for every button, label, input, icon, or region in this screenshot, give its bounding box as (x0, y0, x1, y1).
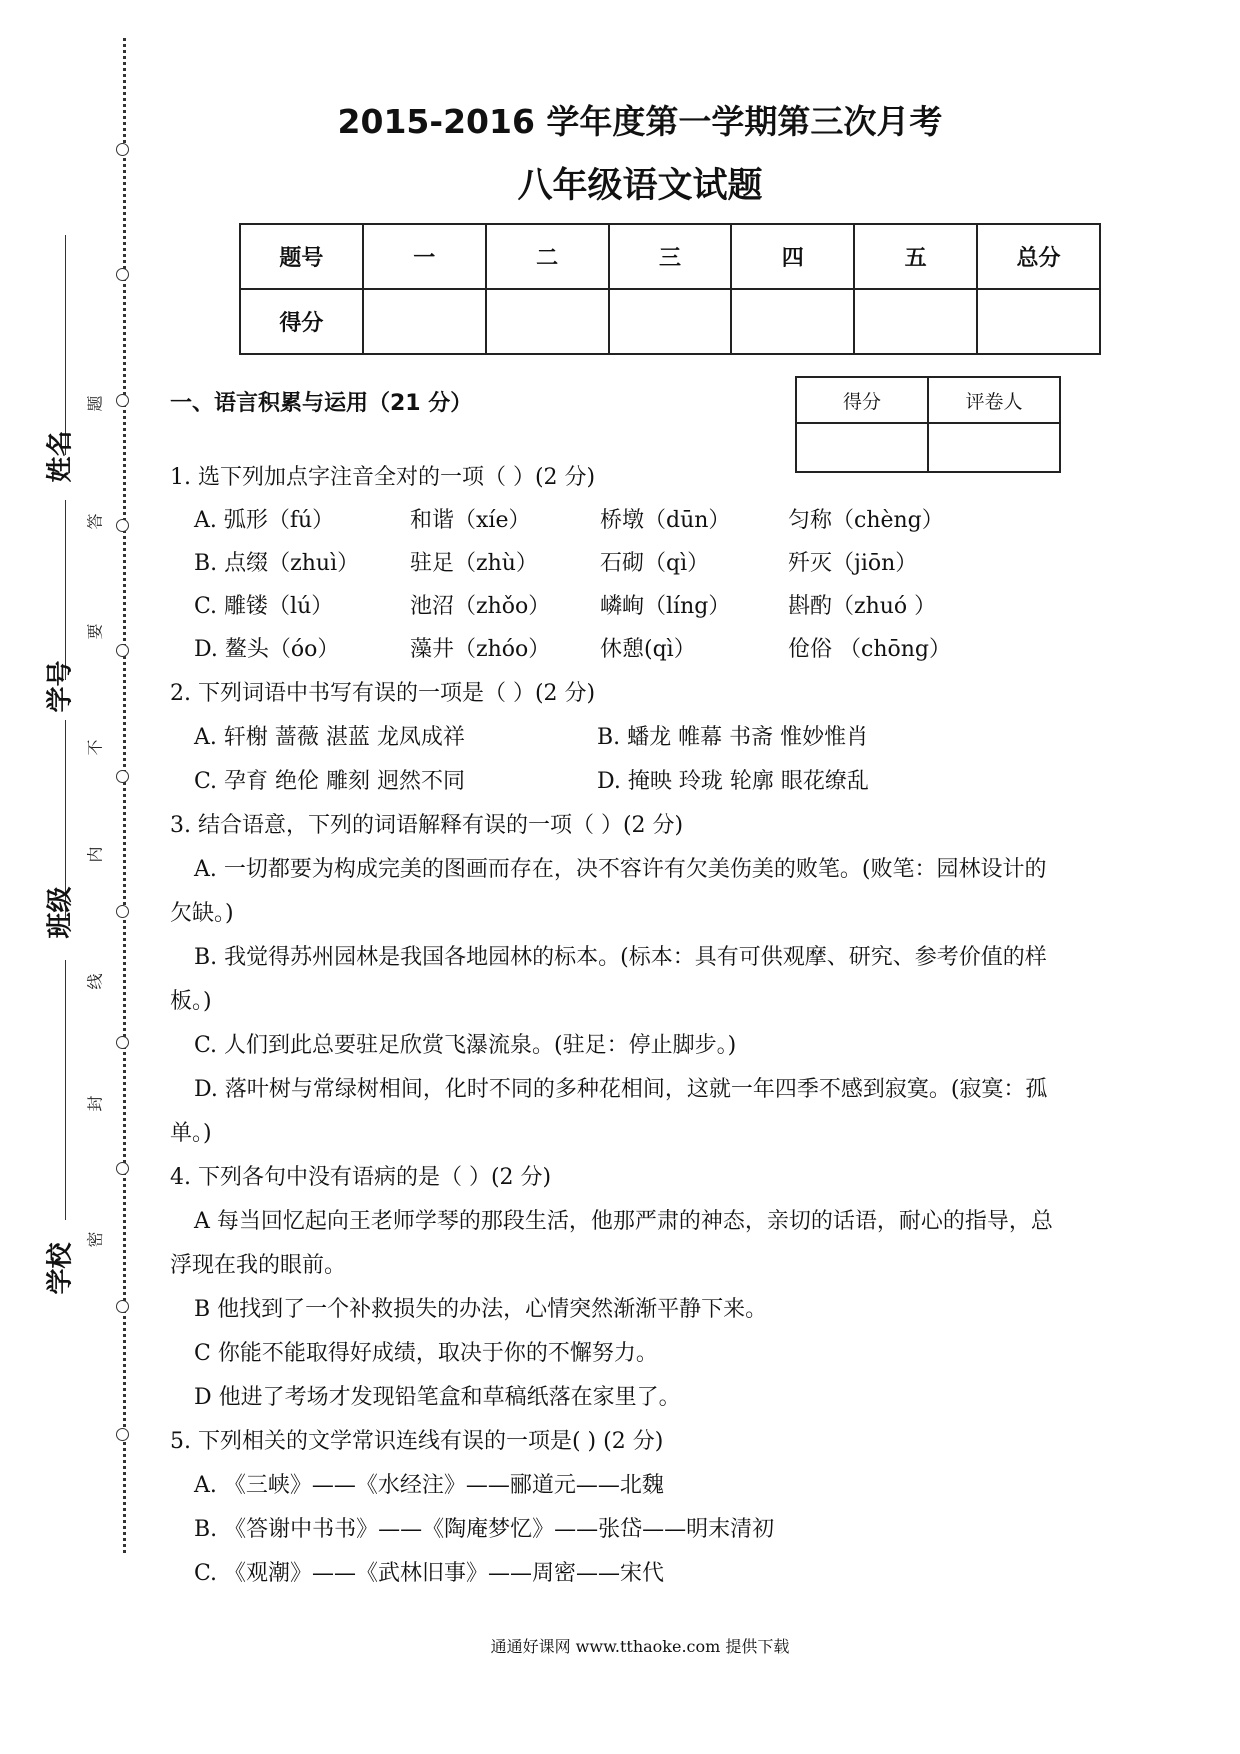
seal-char: 封 (85, 1095, 105, 1112)
grader-name-cell[interactable] (928, 423, 1060, 472)
q4-option-a-cont: 浮现在我的眼前。 (170, 1253, 347, 1278)
q3-option-a-cont: 欠缺。) (170, 901, 234, 926)
q4-option-d: D 他进了考场才发现铅笔盒和草稿纸落在家里了。 (194, 1385, 681, 1410)
q5-option-a: A. 《三峡》——《水经注》——郦道元——北魏 (194, 1473, 664, 1498)
score-row-label: 得分 (240, 289, 363, 354)
score-table-header: 题号 (240, 224, 363, 289)
seal-char: 内 (85, 846, 105, 863)
q1-option: 石砌（qì） (600, 551, 710, 576)
score-cell[interactable] (363, 289, 486, 354)
q4-option-b: B 他找到了一个补救损失的办法，心情突然渐渐平静下来。 (194, 1297, 768, 1322)
q1-option: D. 鳌头（óo） (194, 637, 340, 662)
q1-option: 斟酌（zhuó ） (788, 594, 937, 619)
score-table-header: 一 (363, 224, 486, 289)
q2-option-b: B. 蟠龙 帷幕 书斋 惟妙惟肖 (597, 725, 869, 750)
binding-dotted-line (123, 38, 126, 1553)
binding-hole-marker (116, 770, 129, 783)
grader-table (795, 376, 1061, 473)
footer-text: 通通好课网 www.tthaoke.com 提供下载 (490, 1637, 790, 1656)
q1-option: B. 点缀（zhuì） (194, 551, 360, 576)
exam-title: 2015-2016 学年度第一学期第三次月考 (337, 102, 943, 141)
binding-hole-marker (116, 1300, 129, 1313)
q4-option-c: C 你能不能取得好成绩，取决于你的不懈努力。 (194, 1341, 658, 1366)
score-cell[interactable] (486, 289, 609, 354)
binding-hole-marker (116, 394, 129, 407)
question-3-stem: 3. 结合语意，下列的词语解释有误的一项（ ）(2 分) (170, 813, 684, 838)
q3-option-d: D. 落叶树与常绿树相间，化时不同的多种花相间，这就一年四季不感到寂寞。(寂寞：孤 (194, 1077, 1048, 1102)
binding-hole-marker (116, 644, 129, 657)
q2-option-a: A. 轩榭 蔷薇 湛蓝 龙凤成祥 (194, 725, 465, 750)
q1-option: 桥墩（dūn） (600, 508, 731, 533)
q1-option: C. 雕镂（lú） (194, 594, 334, 619)
binding-hole-marker (116, 143, 129, 156)
name-label: 姓名 (45, 430, 76, 483)
binding-hole-marker (116, 1162, 129, 1175)
school-underline (65, 960, 66, 1220)
q1-option: 和谐（xíe） (410, 508, 531, 533)
score-cell[interactable] (731, 289, 854, 354)
question-1-stem: 1. 选下列加点字注音全对的一项（ ）(2 分) (170, 465, 596, 490)
q4-option-a: A 每当回忆起向王老师学琴的那段生活，他那严肃的神态，亲切的话语，耐心的指导，总 (194, 1209, 1053, 1234)
q1-option: 匀称（chèng） (788, 508, 944, 533)
student-id-underline (65, 500, 66, 680)
seal-char: 题 (85, 395, 105, 412)
question-2-stem: 2. 下列词语中书写有误的一项是（ ）(2 分) (170, 681, 596, 706)
question-5-stem: 5. 下列相关的文学常识连线有误的一项是( ) (2 分) (170, 1429, 664, 1454)
question-4-stem: 4. 下列各句中没有语病的是（ ）(2 分) (170, 1165, 552, 1190)
seal-char: 要 (85, 623, 105, 640)
q1-option: 嶙峋（líng） (600, 594, 731, 619)
q3-option-d-cont: 单。) (170, 1121, 212, 1146)
seal-char: 密 (85, 1231, 105, 1248)
grader-score-header: 得分 (796, 377, 928, 423)
q1-option: 休憩(qì） (600, 637, 696, 662)
score-cell[interactable] (977, 289, 1100, 354)
score-table-header: 五 (854, 224, 977, 289)
score-table-header: 二 (486, 224, 609, 289)
q1-option: 驻足（zhù） (410, 551, 538, 576)
name-underline (65, 235, 66, 455)
section-heading: 一、语言积累与运用（21 分） (170, 391, 473, 416)
q1-option: 伧俗 （chōng） (788, 637, 951, 662)
q2-option-c: C. 孕育 绝伦 雕刻 迥然不同 (194, 769, 466, 794)
q3-option-b: B. 我觉得苏州园林是我国各地园林的标本。(标本：具有可供观摩、研究、参考价值的样 (194, 945, 1047, 970)
class-label: 班级 (45, 886, 76, 939)
seal-char: 答 (85, 513, 105, 530)
q1-option: 歼灭（jiōn） (788, 551, 918, 576)
binding-hole-marker (116, 1428, 129, 1441)
school-label: 学校 (45, 1242, 76, 1295)
score-table-header: 总分 (977, 224, 1100, 289)
q5-option-c: C. 《观潮》——《武林旧事》——周密——宋代 (194, 1561, 665, 1586)
grader-name-header: 评卷人 (928, 377, 1060, 423)
q2-option-d: D. 掩映 玲珑 轮廓 眼花缭乱 (597, 769, 869, 794)
exam-subtitle: 八年级语文试题 (517, 166, 763, 206)
score-cell[interactable] (609, 289, 732, 354)
q3-option-a: A. 一切都要为构成完美的图画而存在，决不容许有欠美伤美的败笔。(败笔：园林设计的 (194, 857, 1047, 882)
binding-hole-marker (116, 1036, 129, 1049)
binding-hole-marker (116, 905, 129, 918)
grader-score-cell[interactable] (796, 423, 928, 472)
binding-hole-marker (116, 519, 129, 532)
q1-option: 藻井（zhóo） (410, 637, 551, 662)
q5-option-b: B. 《答谢中书书》——《陶庵梦忆》——张岱——明末清初 (194, 1517, 775, 1542)
seal-char: 不 (85, 739, 105, 756)
q1-option: A. 弧形（fú） (194, 508, 335, 533)
score-table (239, 223, 1101, 355)
score-table-header: 四 (731, 224, 854, 289)
binding-hole-marker (116, 268, 129, 281)
student-id-label: 学号 (45, 660, 76, 713)
seal-char: 线 (85, 973, 105, 990)
q1-option: 池沼（zhǒo） (410, 594, 551, 619)
q3-option-c: C. 人们到此总要驻足欣赏飞瀑流泉。(驻足：停止脚步。) (194, 1033, 737, 1058)
q3-option-b-cont: 板。) (170, 989, 212, 1014)
score-cell[interactable] (854, 289, 977, 354)
score-table-header: 三 (609, 224, 732, 289)
